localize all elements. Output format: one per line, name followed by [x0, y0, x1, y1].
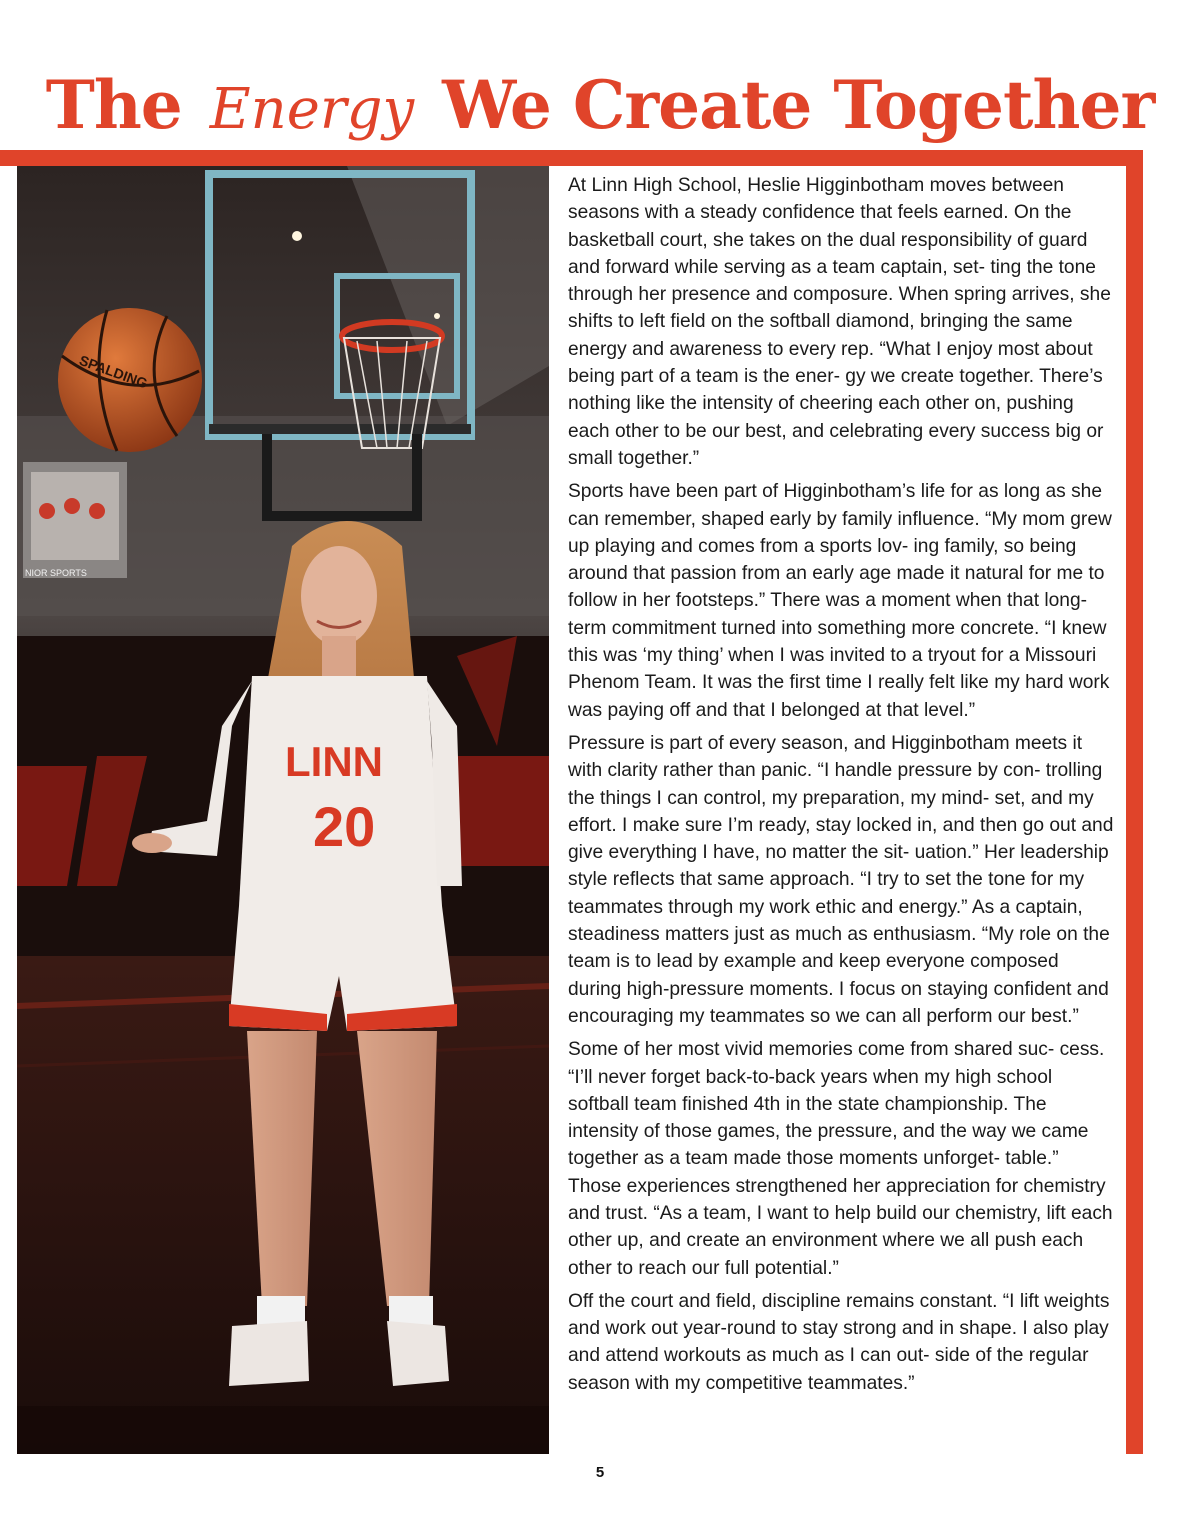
ceiling-light: [434, 313, 440, 319]
article-paragraph: Pressure is part of every season, and Higginbotham meets it with clarity rather than panic. “I handle pressure by con- trolling the things I can control, my preparation, my mind- set, and my effort. I make sure I’m ready, stay locked in, and then go out and give everything I have, no matter the sit- uation.” Her leadership style reflects that same approach. “I try to set the tone for my teammates through my work ethic and energy.” As a captain, steadiness matters just as much as enthusiasm. “My role on the team is to lead by example and keep everyone composed during high-pressure moments. I focus on staying confident and encouraging my teammates so we can all perform our best.”: [568, 732, 1114, 1027]
title-part-2: We Create Together: [442, 66, 1155, 144]
ball-text: SPALDING: [77, 351, 150, 392]
ceiling-light: [292, 231, 302, 241]
article-paragraph: Off the court and field, discipline remains constant. “I lift weights and work out year-round to stay strong and in shape. I also play and attend workouts as much as I can out- side of the regular season with my competitive teammates.”: [568, 1290, 1110, 1394]
page-number: 5: [595, 1464, 605, 1481]
athlete-photo: [17, 166, 549, 1454]
jersey-text: LINN: [285, 738, 383, 785]
page-title: [0, 60, 1200, 150]
jersey: [239, 676, 442, 906]
top-accent-rule: [0, 150, 1143, 166]
right-accent-rule: [1126, 150, 1143, 1454]
article-body: [568, 172, 1116, 1403]
title-part-1: The: [45, 66, 182, 144]
neck: [322, 636, 356, 676]
left-shoe: [229, 1321, 309, 1386]
article-paragraph: Some of her most vivid memories come from shared suc- cess. “I’ll never forget back-to-back years when my high school softball team finished 4th in the state championship. The intensity of those games, the pressure, and the way we came together as a team made those moments unforget- table.” Those experiences strengthened her appreciation for chemistry and trust. “As a team, I want to help build our chemistry, lift each other up, and create an environment where we all push each other to reach our full potential.”: [568, 1039, 1113, 1279]
right-shoe: [387, 1321, 449, 1386]
backboard-bottom: [209, 424, 471, 434]
article-paragraph: Sports have been part of Higginbotham’s life for as long as she can remember, shaped early by family influence. “My mom grew up playing and comes from a sports lov- ing family, so being around that passion from an early age made it natural for me to follow in her footsteps.” There was a moment when that long-term commitment turned into something more concrete. “I knew this was ‘my thing’ when I was invited to a tryout for a Missouri Phenom Team. It was the first time I really felt like my hard work was paying off and that I belonged at that level.”: [568, 481, 1112, 721]
face: [301, 546, 377, 646]
article-paragraph: At Linn High School, Heslie Higginbotham moves between seasons with a steady confidence that feels earned. On the basketball court, she takes on the dual responsibility of guard and forward while serving as a team captain, set- ting the tone through her presence and composure. When spring arrives, she shifts to left field on the softball diamond, bringing the same energy and awareness to every rep. “What I enjoy most about being part of a team is the ener- gy we create together. There’s nothing like the intensity of cheering each other on, pushing each other to be our best, and celebrating every success big or small together.”: [568, 175, 1111, 469]
title-script-word: Energy: [209, 77, 415, 142]
poster-caption: NIOR SPORTS: [25, 568, 87, 578]
jersey-number: 20: [313, 795, 376, 858]
hand: [132, 833, 172, 853]
